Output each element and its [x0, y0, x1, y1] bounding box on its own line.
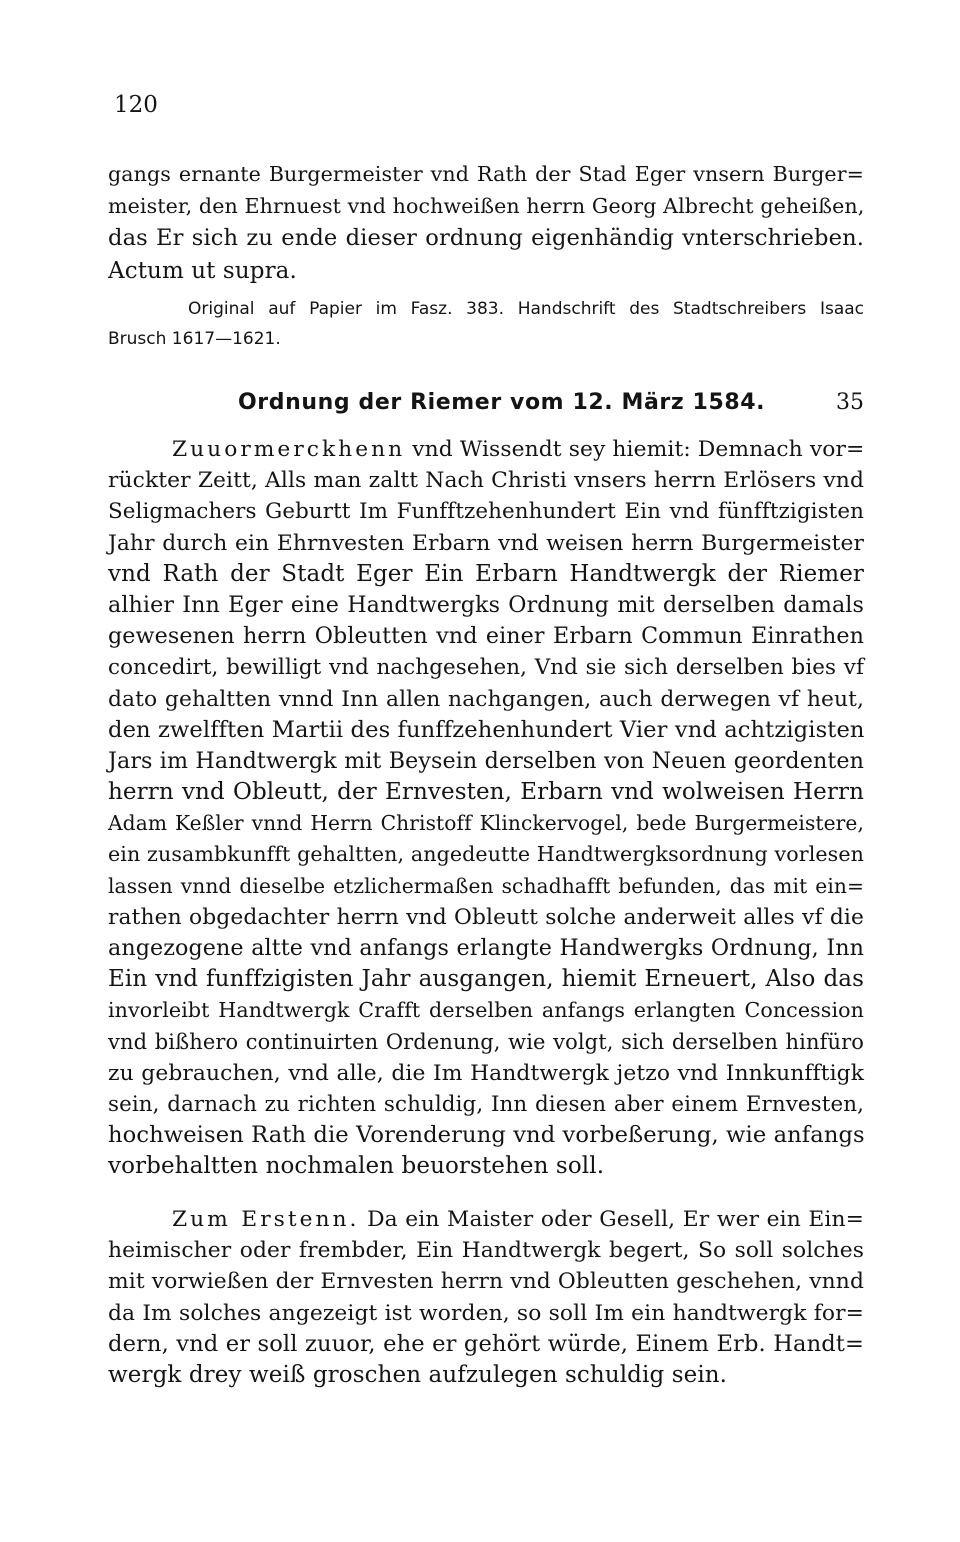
note-line: Brusch 1617—1621. — [108, 329, 281, 349]
text-line: Adam Keßler vnnd Herrn Christoff Klinckervogel, bede Burgermeistere, — [108, 811, 864, 836]
text-line: Jars im Handtwergk mit Beysein derselben von Neuen geordenten — [108, 747, 864, 774]
text-line — [108, 1204, 864, 1235]
text-line: mit vorwießen der Ernvesten herrn vnd Obleutten geschehen, vnnd — [108, 1269, 864, 1295]
text-line: vorbehaltten nochmalen beuorstehen soll. — [108, 1153, 605, 1180]
text-line: das Er sich zu ende dieser ordnung eigenhändig vnterschrieben. — [108, 225, 864, 252]
text-line-rest: Da ein Maister oder Gesell, Er wer ein Ein= — [367, 1207, 865, 1232]
text-line: dern, vnd er soll zuuor, ehe er gehört würde, Einem Erb. Handt= — [108, 1330, 864, 1357]
paragraph-2 — [108, 1204, 864, 1391]
text-line: meister, den Ehrnuest vnd hochweißen herrn Georg Albrecht geheißen, — [108, 194, 865, 219]
intro-paragraph — [108, 158, 864, 287]
section-number: 35 — [836, 390, 864, 415]
text-line: dato gehaltten vnnd Inn allen nachgangen, auch derwegen vf heut, — [108, 686, 864, 712]
text-line: Seligmachers Geburtt Im Funfftzehenhundert Ein vnd fünfftzigisten — [108, 499, 864, 525]
text-line: heimischer oder frembder, Ein Handtwergk begert, So soll solches — [108, 1238, 864, 1264]
note-line: Original auf Papier im Fasz. 383. Handschrift des Stadtschreibers Isaac — [188, 299, 864, 319]
text-line: gangs ernante Burgermeister vnd Rath der Stad Eger vnsern Burger= — [108, 162, 864, 186]
text-line: invorleibt Handtwergk Crafft derselben anfangs erlangten Concession — [108, 998, 864, 1023]
text-line: concedirt, bewilligt vnd nachgesehen, Vnd sie sich derselben bies vf — [108, 655, 864, 681]
text-line: wergk drey weiß groschen aufzulegen schuldig sein. — [108, 1361, 728, 1388]
text-line: vnd Rath der Stadt Eger Ein Erbarn Handtwergk der Riemer — [108, 560, 864, 587]
text-line: Jahr durch ein Ehrnvesten Erbarn vnd weisen herrn Burgermeister — [108, 530, 864, 556]
text-line — [108, 434, 864, 465]
text-line-rest: vnd Wissendt sey hiemit: Demnach vor= — [412, 437, 865, 462]
text-line: sein, darnach zu richten schuldig, Inn diesen aber einem Ernvesten, — [108, 1091, 864, 1117]
text-line: rückter Zeitt, Alls man zaltt Nach Christi vnsers herrn Erlösers vnd — [108, 468, 864, 494]
text-line: vnd bißhero continuirten Ordenung, wie volgt, sich derselben hinfüro — [108, 1029, 864, 1054]
section-heading — [108, 390, 864, 426]
text-line: zu gebrauchen, vnd alle, die Im Handtwergk jetzo vnd Innkunfftigk — [108, 1060, 864, 1086]
text-line: den zwelfften Martii des funffzehenhundert Vier vnd achtzigisten — [108, 716, 865, 743]
text-line: alhier Inn Eger eine Handtwergks Ordnung mit derselben damals — [108, 591, 864, 618]
paragraph-1 — [108, 434, 864, 1183]
text-line: gewesenen herrn Obleutten vnd einer Erbarn Commun Einrathen — [108, 623, 864, 650]
text-line: ein zusambkunfft gehaltten, angedeutte Handtwergksordnung vorlesen — [108, 842, 864, 867]
paragraph-lead: Zuuormerckhenn — [172, 437, 406, 462]
text-line: rathen obgedachter herrn vnd Obleutt solche anderweit alles vf die — [108, 904, 864, 930]
text-line: angezogene altte vnd anfangs erlangte Handwergks Ordnung, Inn — [108, 935, 864, 961]
section-title: Ordnung der Riemer vom 12. März 1584. — [238, 390, 766, 415]
paragraph-lead: Zum Erstenn. — [172, 1207, 360, 1232]
text-line: lassen vnnd dieselbe etzlichermaßen schadhafft befunden, das mit ein= — [108, 873, 864, 898]
text-line: da Im solches angezeigt ist worden, so soll Im ein handtwergk for= — [108, 1300, 864, 1326]
text-line: hochweisen Rath die Vorenderung vnd vorbeßerung, wie anfangs — [108, 1122, 865, 1149]
text-line: Actum ut supra. — [108, 257, 297, 284]
text-line: Ein vnd funffzigisten Jahr ausgangen, hiemit Erneuert, Also das — [108, 966, 864, 993]
source-note — [108, 294, 864, 354]
text-line: herrn vnd Obleutt, der Ernvesten, Erbarn vnd wolweisen Herrn — [108, 779, 864, 806]
page-number: 120 — [114, 92, 158, 118]
